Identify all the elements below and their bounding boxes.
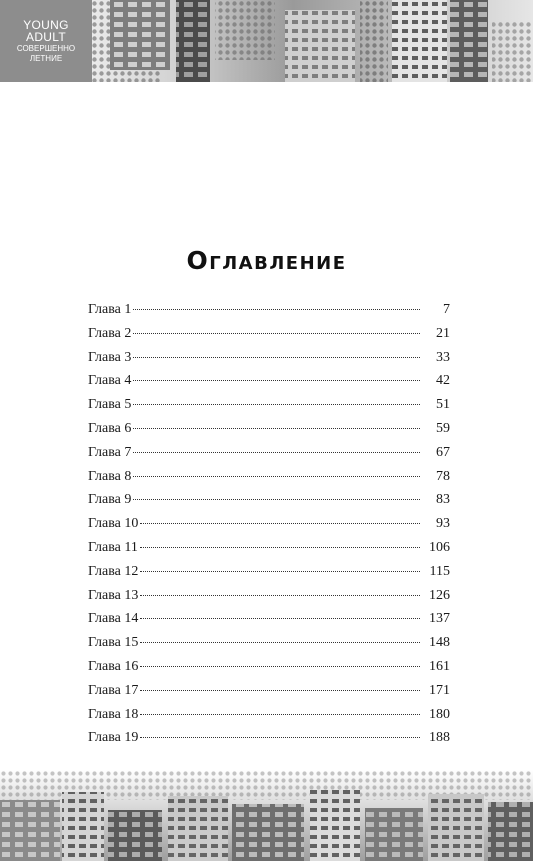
toc-entry-label: Глава 16 [88,658,139,674]
toc-entry-page-number: 180 [429,706,450,722]
toc-leader-dots [140,666,420,667]
toc-leader-dots [140,547,420,548]
toc-entry-label: Глава 8 [88,468,132,484]
toc-entry [88,298,450,322]
toc-entry [88,679,450,703]
toc-entry-page-number: 126 [429,587,450,603]
toc-entry-page-number: 106 [429,539,450,555]
toc-entry-page-number: 188 [429,730,450,746]
toc-leader-dots [140,571,420,572]
series-badge-line-2: ADULT [26,29,66,44]
toc-entry-page-number: 115 [429,563,450,579]
toc-leader-dots [133,357,420,358]
toc-leader-dots [133,333,420,334]
toc-entry [88,488,450,512]
toc-entry-label: Глава 15 [88,635,139,651]
series-badge [0,0,92,82]
toc-leader-dots [133,428,420,429]
toc-entry-label: Глава 4 [88,373,132,389]
toc-entry [88,512,450,536]
toc-leader-dots [133,309,420,310]
toc-leader-dots [133,499,420,500]
toc-entry-page-number: 7 [443,302,450,317]
series-badge-line-4: ЛЕТНИЕ [29,53,63,63]
toc-entry [88,369,450,393]
toc-entry-page-number: 93 [436,516,450,532]
toc-entry-page-number: 148 [429,635,450,651]
toc-entry-label: Глава 17 [88,682,139,698]
toc-entry-label: Глава 18 [88,706,139,722]
toc-entry [88,346,450,370]
toc-entry [88,631,450,655]
toc-entry-page-number: 67 [436,444,450,460]
toc-leader-dots [140,595,420,596]
toc-entry-label: Глава 19 [88,730,139,746]
toc-leader-dots [133,476,420,477]
toc-entry-page-number: 21 [436,325,450,341]
apartment-buildings-illustration-bottom [0,770,533,861]
series-badge-line-1: YOUNG [23,17,69,32]
toc-entry-label: Глава 7 [88,444,132,460]
series-badge-line-3: СОВЕРШЕННО [16,43,76,53]
toc-entry-label: Глава 12 [88,563,139,579]
toc-leader-dots [140,737,420,738]
toc-entry-page-number: 78 [436,468,450,484]
toc-leader-dots [140,714,420,715]
toc-leader-dots [140,642,420,643]
toc-leader-dots [140,690,420,691]
toc-entry [88,726,450,750]
top-decorative-banner [0,0,533,82]
toc-entry [88,393,450,417]
toc-entry [88,655,450,679]
toc-leader-dots [133,404,420,405]
toc-entry-label: Глава 6 [88,420,132,436]
toc-entry-page-number: 33 [436,349,450,365]
toc-entry-label: Глава 1 [88,302,132,317]
toc-entry [88,536,450,560]
toc-entry [88,584,450,608]
toc-entry [88,322,450,346]
toc-leader-dots [133,452,420,453]
toc-entry [88,607,450,631]
toc-entry-label: Глава 3 [88,349,132,365]
toc-entry [88,560,450,584]
toc-entry-page-number: 51 [436,397,450,413]
toc-entry-label: Глава 13 [88,587,139,603]
toc-entry-label: Глава 2 [88,325,132,341]
toc-entry [88,417,450,441]
toc-entry-label: Глава 9 [88,492,132,508]
toc-entry-label: Глава 14 [88,611,139,627]
toc-entry [88,703,450,727]
toc-entry-label: Глава 5 [88,397,132,413]
toc-entry-page-number: 161 [429,658,450,674]
toc-entry [88,465,450,489]
toc-entry-page-number: 137 [429,611,450,627]
toc-leader-dots [140,618,420,619]
toc-entry-label: Глава 10 [88,516,139,532]
table-of-contents-list [88,298,450,750]
toc-entry-page-number: 171 [429,682,450,698]
toc-entry-page-number: 42 [436,373,450,389]
toc-entry-label: Глава 11 [88,539,138,555]
toc-entry [88,441,450,465]
toc-leader-dots [133,380,420,381]
toc-entry-page-number: 83 [436,492,450,508]
table-of-contents-title: Оглавление [186,246,347,275]
toc-entry-page-number: 59 [436,420,450,436]
bottom-decorative-banner [0,770,533,861]
toc-leader-dots [140,523,420,524]
